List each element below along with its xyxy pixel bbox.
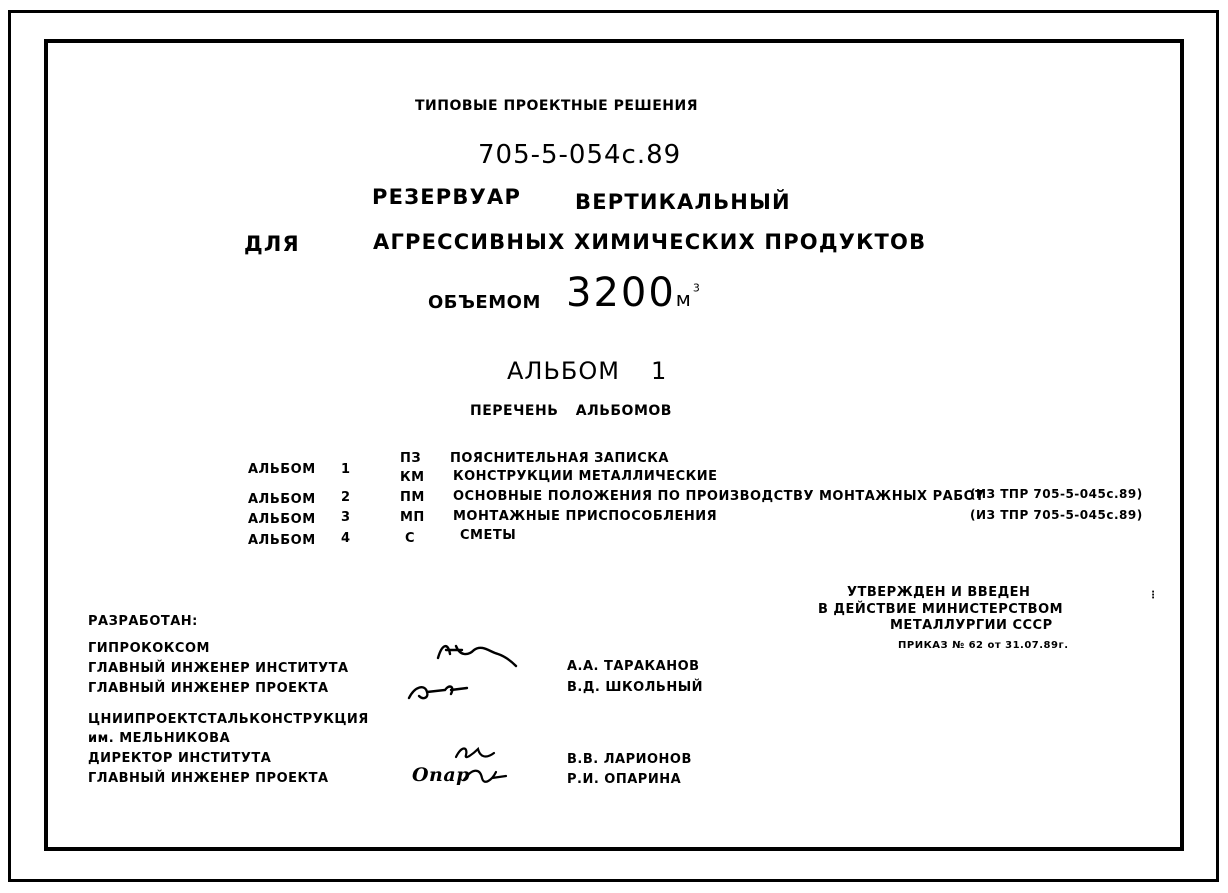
list-item: АЛЬБОМ	[248, 492, 316, 507]
list-item: АЛЬБОМ	[248, 533, 316, 548]
approval-line-2: В ДЕЙСТВИЕ МИНИСТЕРСТВОМ	[818, 602, 1064, 617]
org-1: ГИПРОКОКСОМ	[88, 641, 210, 656]
signature-4: Опар	[412, 764, 470, 786]
list-item: С	[405, 531, 416, 546]
org-2-sub: им. МЕЛЬНИКОВА	[88, 731, 231, 746]
list-item: 3	[341, 510, 351, 525]
list-item: (ИЗ ТПР 705-5-045с.89)	[970, 508, 1143, 522]
org-1-role-1: ГЛАВНЫЙ ИНЖЕНЕР ИНСТИТУТА	[88, 661, 349, 676]
top-line: ТИПОВЫЕ ПРОЕКТНЫЕ РЕШЕНИЯ	[415, 98, 698, 114]
document-code: 705-5-054с.89	[478, 140, 682, 170]
list-item: КМ	[400, 470, 425, 485]
list-item: ПЗ	[400, 451, 422, 466]
org-2-name-1: В.В. ЛАРИОНОВ	[567, 752, 692, 767]
approval-line-1: УТВЕРЖДЕН И ВВЕДЕН	[847, 585, 1031, 600]
list-item: 1	[341, 462, 351, 477]
title-for: ДЛЯ	[244, 232, 300, 256]
list-item: 2	[341, 490, 351, 505]
volume-value: $3200м^3$	[566, 270, 702, 316]
list-item: МОНТАЖНЫЕ ПРИСПОСОБЛЕНИЯ	[453, 509, 718, 524]
approval-order: ПРИКАЗ № 62 от 31.07.89г.	[898, 640, 1069, 651]
album-label: АЛЬБОМ	[507, 357, 620, 385]
list-item: КОНСТРУКЦИИ МЕТАЛЛИЧЕСКИЕ	[453, 469, 718, 484]
org-1-role-2: ГЛАВНЫЙ ИНЖЕНЕР ПРОЕКТА	[88, 681, 329, 696]
margin-mark: ⋮	[1148, 590, 1159, 601]
signature-2	[405, 678, 475, 704]
org-2: ЦНИИПРОЕКТСТАЛЬКОНСТРУКЦИЯ	[88, 712, 369, 727]
album-list-title: ПЕРЕЧЕНЬ АЛЬБОМОВ	[470, 403, 672, 419]
org-2-role-2: ГЛАВНЫЙ ИНЖЕНЕР ПРОЕКТА	[88, 771, 329, 786]
list-item: АЛЬБОМ	[248, 512, 316, 527]
developers-heading: РАЗРАБОТАН:	[88, 614, 198, 629]
title-aggressive-products: АГРЕССИВНЫХ ХИМИЧЕСКИХ ПРОДУКТОВ	[373, 230, 927, 254]
org-1-name-2: В.Д. ШКОЛЬНЫЙ	[567, 680, 704, 695]
title-reservoir: РЕЗЕРВУАР	[372, 185, 522, 209]
list-item: АЛЬБОМ	[248, 462, 316, 477]
org-2-role-1: ДИРЕКТОР ИНСТИТУТА	[88, 751, 272, 766]
volume-label: ОБЪЕМОМ	[428, 292, 541, 313]
signature-4-tail	[462, 764, 512, 790]
list-item: ПОЯСНИТЕЛЬНАЯ ЗАПИСКА	[450, 451, 669, 466]
list-item: СМЕТЫ	[460, 528, 517, 543]
approval-line-3: МЕТАЛЛУРГИИ СССР	[890, 618, 1053, 633]
org-2-name-2: Р.И. ОПАРИНА	[567, 772, 682, 787]
signature-1	[434, 640, 524, 670]
album-number: 1	[651, 357, 668, 385]
list-item: (ИЗ ТПР 705-5-045с.89)	[970, 487, 1143, 501]
org-1-name-1: А.А. ТАРАКАНОВ	[567, 659, 700, 674]
list-item: МП	[400, 510, 425, 525]
list-item: ПМ	[400, 490, 425, 505]
title-vertical: ВЕРТИКАЛЬНЫЙ	[575, 190, 791, 214]
list-item: 4	[341, 531, 351, 546]
list-item: ОСНОВНЫЕ ПОЛОЖЕНИЯ ПО ПРОИЗВОДСТВУ МОНТАЖНЫХ РАБОТ	[453, 489, 985, 504]
signature-3	[452, 743, 502, 765]
